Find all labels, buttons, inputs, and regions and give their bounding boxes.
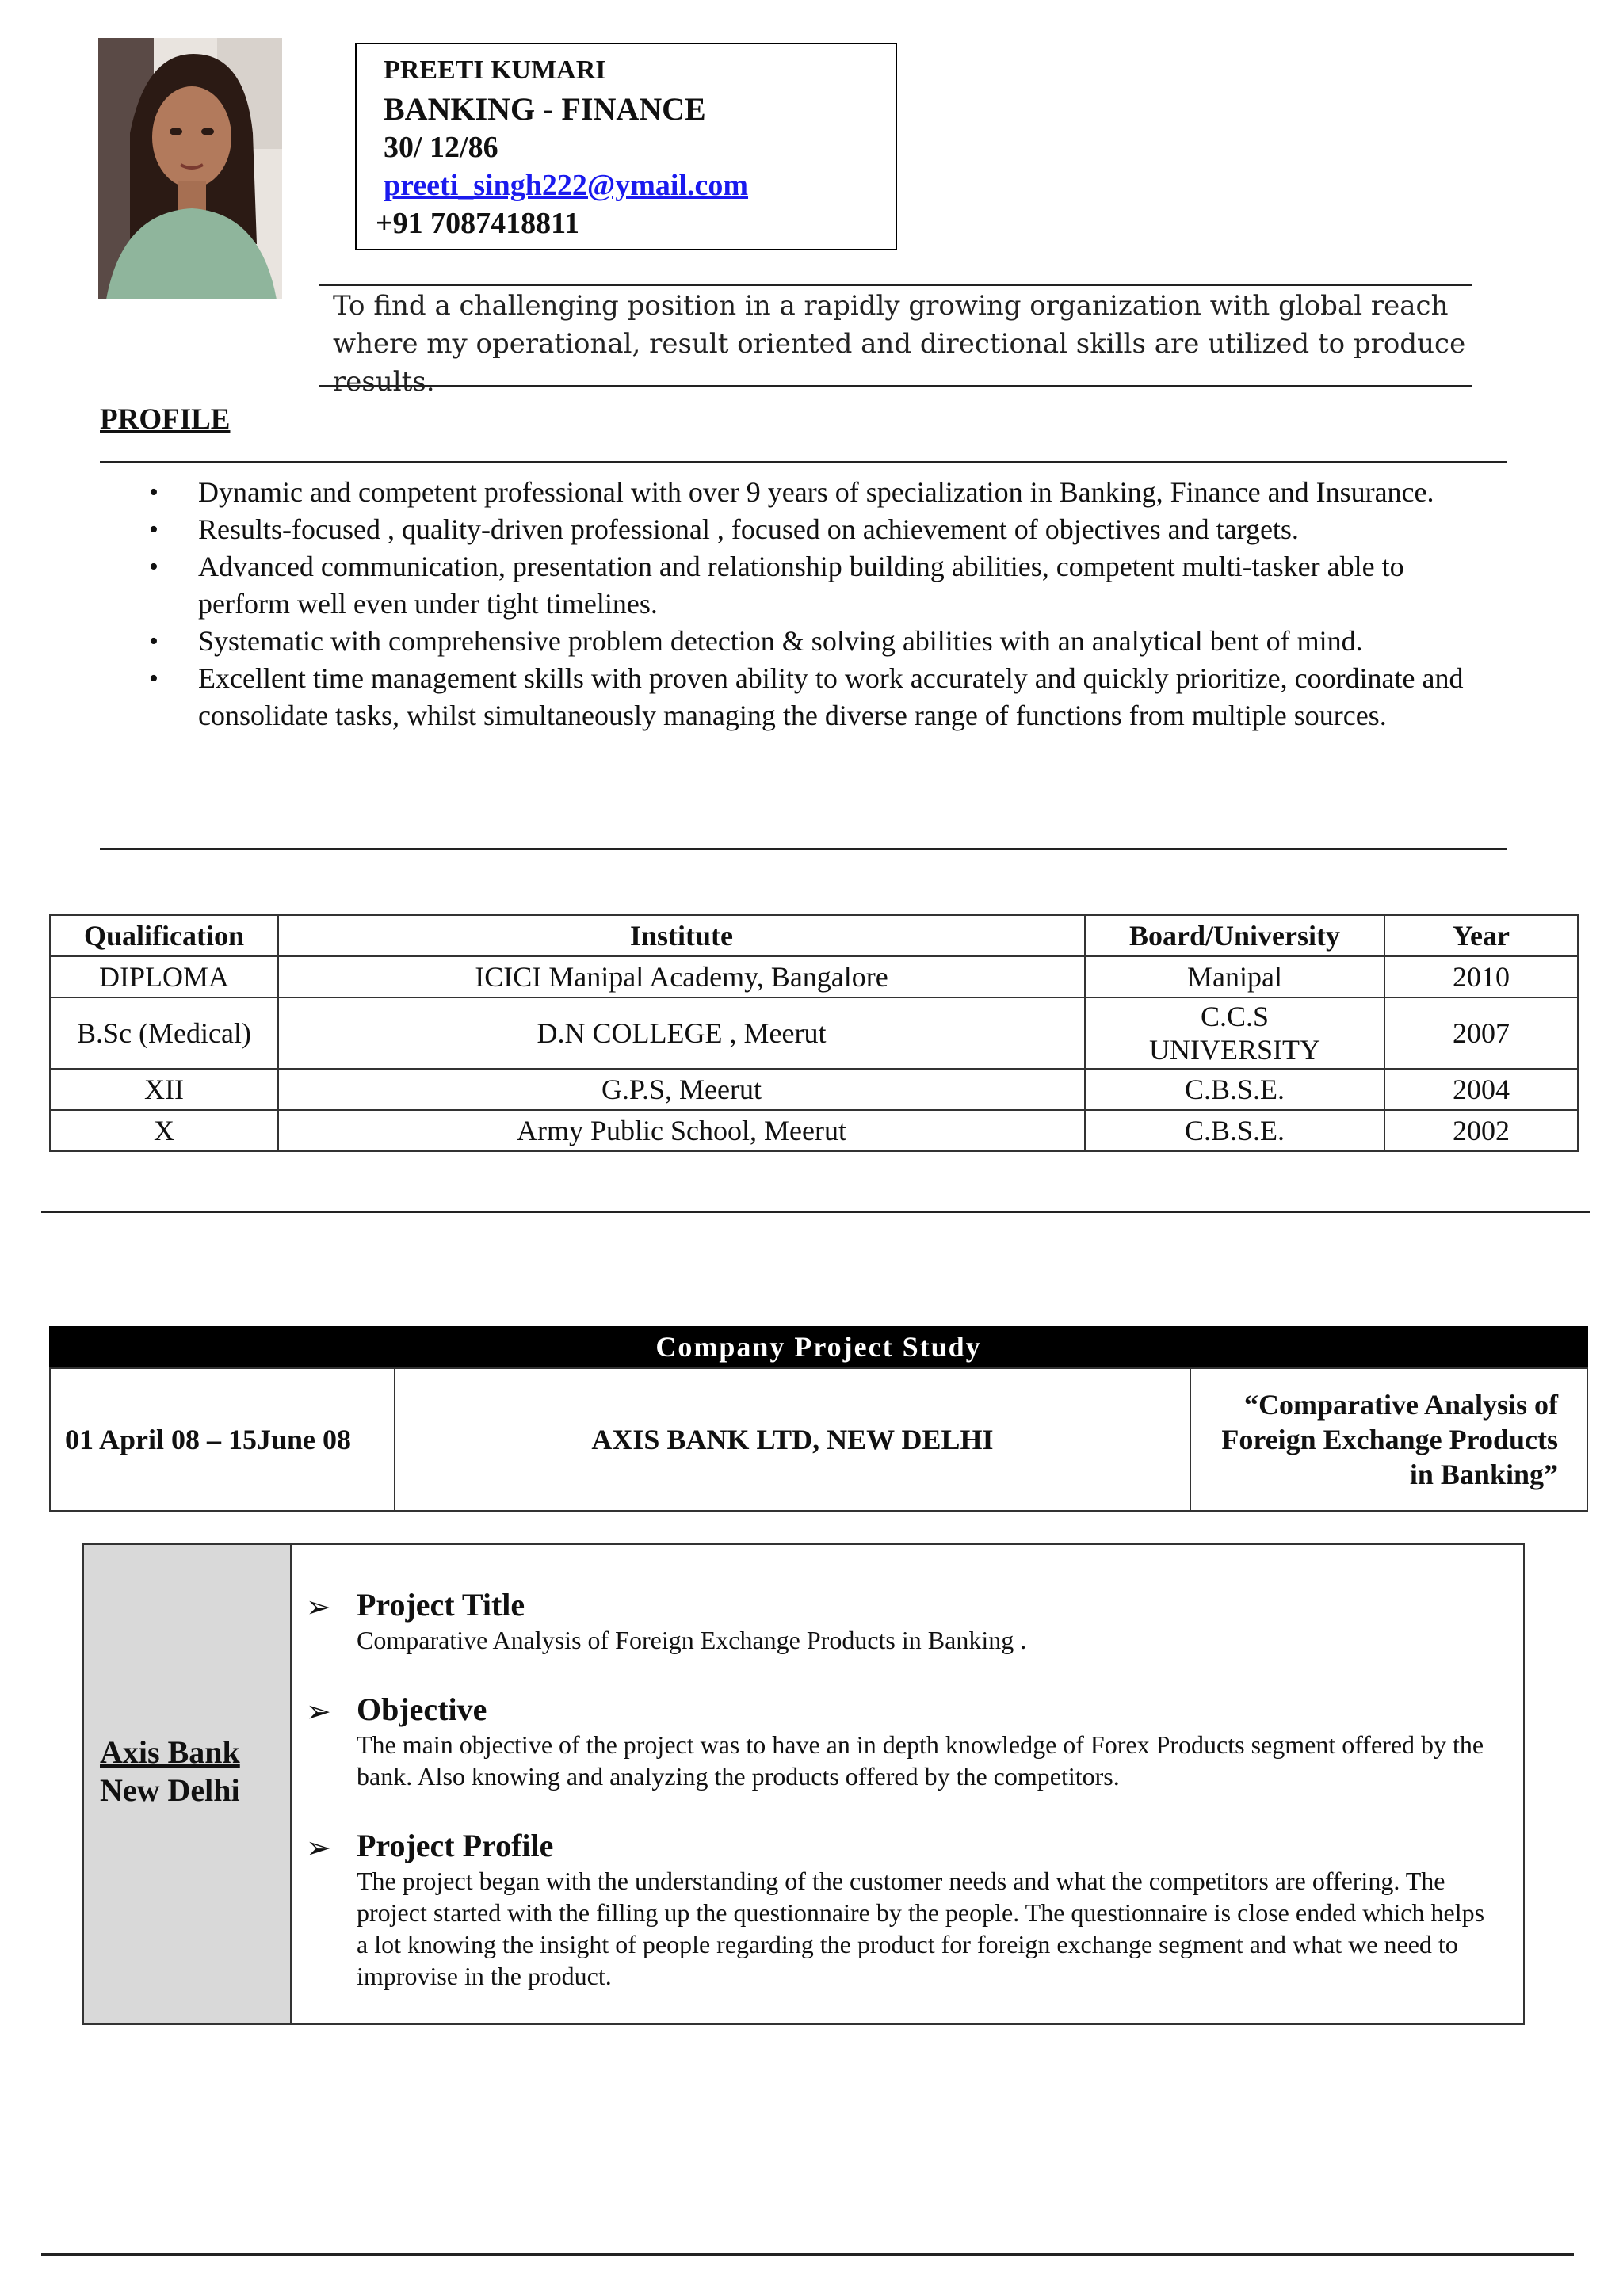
list-item: • Advanced communication, presentation and relationship building abilities, competent multi-tasker able to perform well even under tight timelines. [149,548,1496,623]
section-heading: Project Title [357,1587,525,1623]
table-cell: 2002 [1384,1110,1578,1151]
section-text: The project began with the understanding of the customer needs and what the competitors are offering. The project started with the filling up the questionnaire by the people. The questionnaire is close ended which helps a lot knowing the insight of people regarding the product for foreign exchange segment and what we need to improvise in the product. [357,1867,1485,1990]
education-table [49,914,1579,1152]
column-header: Board/University [1085,915,1384,956]
table-cell: XII [50,1069,278,1110]
arrow-bullet-icon: ➢ [306,1832,331,1865]
table-cell: X [50,1110,278,1151]
project-profile-section [306,1827,1498,1992]
column-header: Year [1384,915,1578,956]
section-heading: Project Profile [357,1828,554,1863]
list-item: • Dynamic and competent professional with over 9 years of specialization in Banking, Finance and Insurance. [149,474,1496,511]
list-item: • Systematic with comprehensive problem detection & solving abilities with an analytical bent of mind. [149,623,1496,660]
arrow-bullet-icon: ➢ [306,1591,331,1624]
project-study-table [49,1367,1588,1512]
table-cell: 2004 [1384,1069,1578,1110]
project-study-heading: Company Project Study [49,1326,1588,1367]
table-row [50,956,1578,997]
table-row [50,1110,1578,1151]
portrait-image [98,38,282,299]
project-dates: 01 April 08 – 15June 08 [50,1368,395,1511]
profile-heading: PROFILE [100,403,231,436]
table-cell: Army Public School, Meerut [278,1110,1085,1151]
project-company: AXIS BANK LTD, NEW DELHI [395,1368,1190,1511]
email-link[interactable]: preeti_singh222@ymail.com [384,169,749,202]
bank-name: Axis Bank [100,1734,240,1770]
candidate-name: PREETI KUMARI [384,55,606,85]
table-row [50,1368,1587,1511]
bank-city: New Delhi [100,1772,240,1808]
list-item: • Excellent time management skills with proven ability to work accurately and quickly prioritize, coordinate and consolidate tasks, whilst simultaneously managing the diverse range of functions from multiple sources. [149,660,1496,734]
table-cell: G.P.S, Meerut [278,1069,1085,1110]
divider [100,848,1507,850]
section-text: Comparative Analysis of Foreign Exchange Products in Banking . [357,1626,1027,1654]
column-header: Qualification [50,915,278,956]
divider [319,385,1472,387]
section-heading: Objective [357,1691,487,1727]
divider [100,461,1507,463]
column-header: Institute [278,915,1085,956]
table-cell: ICICI Manipal Academy, Bangalore [278,956,1085,997]
project-title-section [306,1586,1498,1656]
profile-bullet-list [149,474,1496,734]
project-name: “Comparative Analysis of Foreign Exchange Products in Banking” [1190,1368,1587,1511]
arrow-bullet-icon: ➢ [306,1695,331,1729]
phone-number: +91 7087418811 [376,207,580,240]
table-cell: DIPLOMA [50,956,278,997]
objective-section [306,1691,1498,1792]
table-cell: C.B.S.E. [1085,1069,1384,1110]
divider [41,1211,1590,1213]
table-row [50,1069,1578,1110]
date-of-birth: 30/ 12/86 [384,131,498,164]
table-cell: C.C.S UNIVERSITY [1085,997,1384,1069]
project-details-box [82,1543,1525,2025]
profile-photo [98,38,282,299]
section-text: The main objective of the project was to have an in depth knowledge of Forex Products segment offered by the bank. Also knowing and analyzing the products offered by the competitors. [357,1730,1484,1791]
divider [41,2253,1574,2256]
table-cell: Manipal [1085,956,1384,997]
contact-header-box [355,43,897,250]
project-location-panel [84,1545,292,2023]
table-cell: D.N COLLEGE , Meerut [278,997,1085,1069]
table-header-row [50,915,1578,956]
divider [319,284,1472,286]
candidate-role: BANKING - FINANCE [384,91,706,127]
table-cell: C.B.S.E. [1085,1110,1384,1151]
table-cell: B.Sc (Medical) [50,997,278,1069]
table-cell: 2007 [1384,997,1578,1069]
table-row [50,997,1578,1069]
list-item: • Results-focused , quality-driven professional , focused on achievement of objectives and targets. [149,511,1496,548]
table-cell: 2010 [1384,956,1578,997]
objective-statement: To find a challenging position in a rapidly growing organization with global reach where my operational, result oriented and directional skills are utilized to produce results. [333,290,1466,398]
